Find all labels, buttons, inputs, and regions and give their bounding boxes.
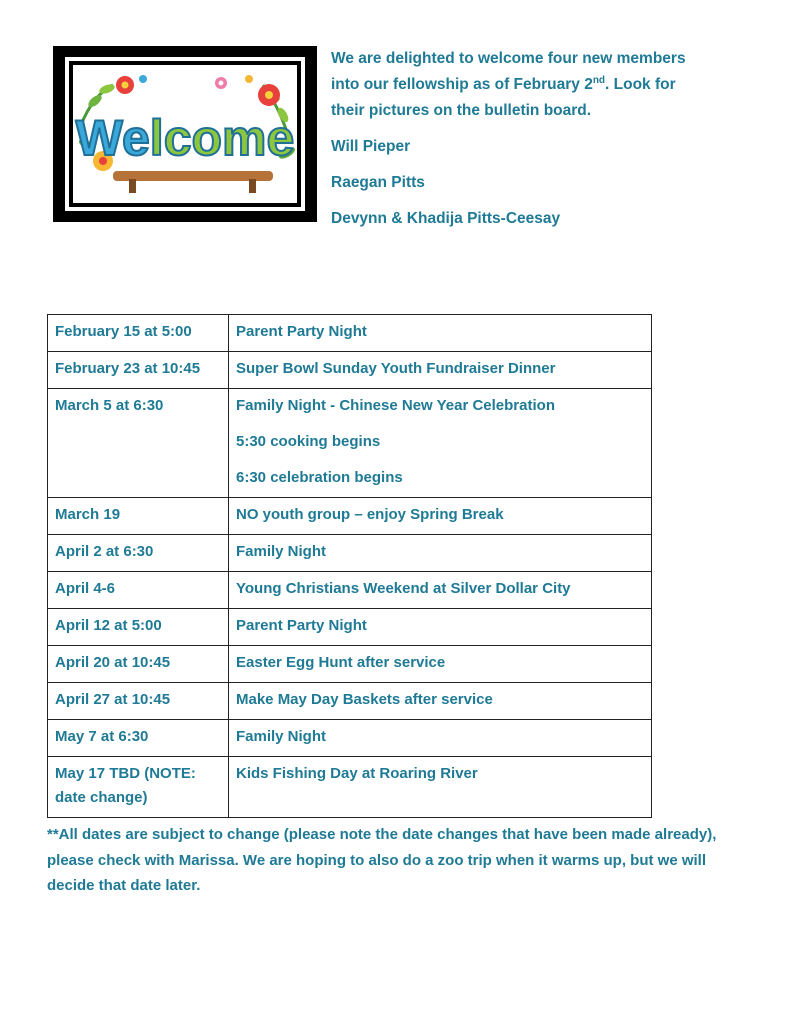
event-line: Young Christians Weekend at Silver Dollar City [236, 580, 571, 597]
event-date: May 17 TBD (NOTE: date change) [48, 757, 229, 818]
event-line: Kids Fishing Day at Roaring River [236, 765, 478, 782]
table-row [48, 389, 652, 498]
intro-line-2: into our fellowship as of February 2nd. Look for [331, 74, 676, 93]
event-date: April 12 at 5:00 [48, 609, 229, 646]
footer-note: **All dates are subject to change (please note the date changes that have been made already), please check with Marissa. We are hoping to also do a zoo trip when it warms up, but we will decide that date later. [47, 826, 717, 894]
table-row [48, 609, 652, 646]
event-description [229, 757, 652, 818]
welcome-picture-frame [53, 46, 317, 222]
event-line: Family Night [236, 728, 327, 745]
member-name: Devynn & Khadija Pitts-Ceesay [331, 210, 561, 227]
table-row [48, 757, 652, 818]
table-row [48, 352, 652, 389]
event-description [229, 315, 652, 352]
intro-line-3: their pictures on the bulletin board. [331, 102, 592, 119]
event-date: April 20 at 10:45 [48, 646, 229, 683]
event-description [229, 572, 652, 609]
event-line: Super Bowl Sunday Youth Fundraiser Dinner [236, 360, 556, 377]
event-description [229, 389, 652, 498]
event-date: March 5 at 6:30 [48, 389, 229, 498]
event-date: February 23 at 10:45 [48, 352, 229, 389]
welcome-message [331, 46, 751, 232]
events-schedule-table [47, 314, 652, 818]
event-date: April 4-6 [48, 572, 229, 609]
event-line: 6:30 celebration begins [236, 469, 403, 486]
event-date: April 27 at 10:45 [48, 683, 229, 720]
event-line: 5:30 cooking begins [236, 433, 381, 450]
table-row [48, 498, 652, 535]
event-description [229, 646, 652, 683]
table-row [48, 535, 652, 572]
welcome-word: Welcome [75, 110, 295, 166]
event-description [229, 683, 652, 720]
welcome-image [73, 65, 297, 203]
event-line: Family Night [236, 543, 327, 560]
frame-inner-border [69, 61, 301, 207]
event-line: Easter Egg Hunt after service [236, 654, 446, 671]
event-date: May 7 at 6:30 [48, 720, 229, 757]
table-row [48, 683, 652, 720]
event-line: NO youth group – enjoy Spring Break [236, 506, 504, 523]
flower-icon [116, 76, 134, 94]
event-line: Parent Party Night [236, 617, 367, 634]
member-name: Raegan Pitts [331, 174, 425, 191]
new-members-list [331, 134, 751, 232]
intro-line-1: We are delighted to welcome four new members [331, 50, 686, 67]
event-description [229, 352, 652, 389]
member-name: Will Pieper [331, 138, 411, 155]
event-description [229, 498, 652, 535]
event-date: March 19 [48, 498, 229, 535]
event-line: Make May Day Baskets after service [236, 691, 493, 708]
table-row [48, 646, 652, 683]
event-line: Family Night - Chinese New Year Celebration [236, 397, 555, 414]
event-description [229, 720, 652, 757]
frame-mat [65, 57, 305, 211]
event-line: Parent Party Night [236, 323, 367, 340]
table-row [48, 572, 652, 609]
event-description [229, 535, 652, 572]
event-description [229, 609, 652, 646]
table-row [48, 315, 652, 352]
event-date: April 2 at 6:30 [48, 535, 229, 572]
welcome-illustration [73, 65, 297, 203]
event-date: February 15 at 5:00 [48, 315, 229, 352]
table-row [48, 720, 652, 757]
schedule-body [48, 315, 652, 818]
